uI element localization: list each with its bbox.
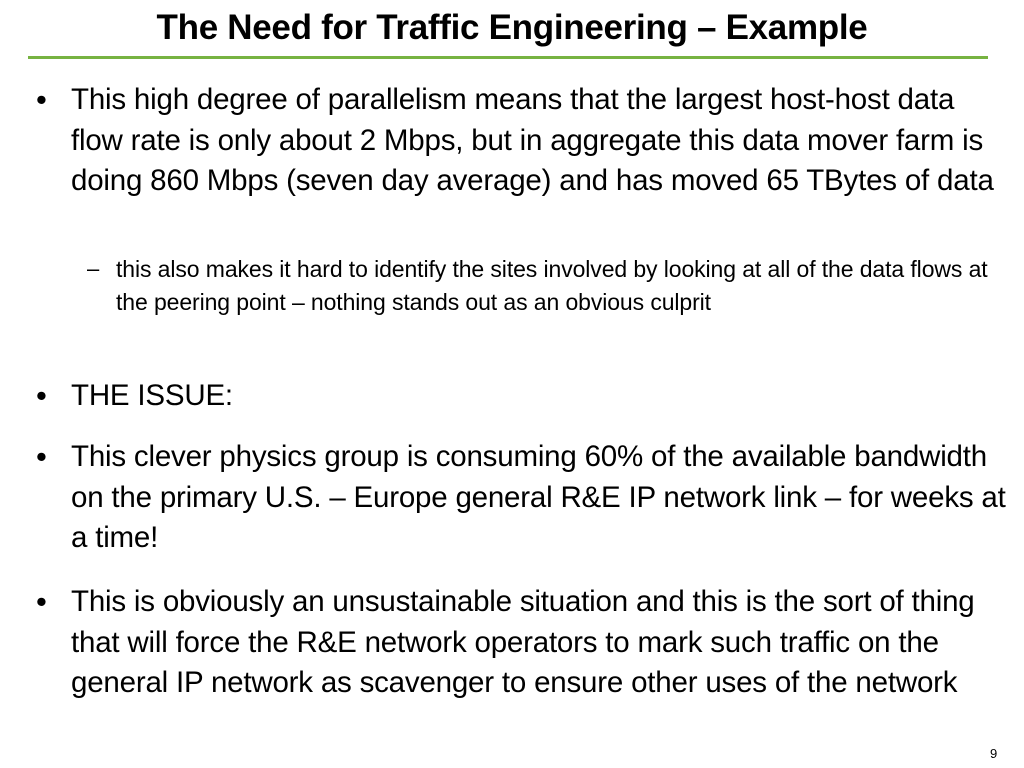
bullet-text-bandwidth: This clever physics group is consuming 60% of the available bandwidth on the primary U.S. – Europe general R&E IP network link – for weeks at a time!: [71, 440, 1006, 554]
bullet-text-parallelism: This high degree of parallelism means that the largest host-host data flow rate is only about 2 Mbps, but in aggregate this data mover farm is doing 860 Mbps (seven day average) and has moved 65 TBytes of data: [71, 83, 994, 197]
bullet-text-unsustainable: This is obviously an unsustainable situation and this is the sort of thing that will force the R&E network operators to mark such traffic on the general IP network as scavenger to ensure other uses of the network: [71, 585, 975, 699]
title-divider: [28, 56, 988, 59]
slide-title: The Need for Traffic Engineering – Example: [156, 8, 868, 47]
bullet-marker: •: [36, 439, 47, 474]
bullet-marker: •: [36, 82, 47, 117]
sub-bullet-text-peering: this also makes it hard to identify the sites involved by looking at all of the data flows at the peering point – nothing stands out as an obvious culprit: [116, 256, 988, 315]
bullet-text-issue: THE ISSUE:: [71, 379, 233, 412]
bullet-marker: •: [36, 378, 47, 413]
bullet-marker: •: [36, 584, 47, 619]
page-number: 9: [990, 746, 998, 761]
sub-bullet-marker: –: [87, 256, 100, 281]
